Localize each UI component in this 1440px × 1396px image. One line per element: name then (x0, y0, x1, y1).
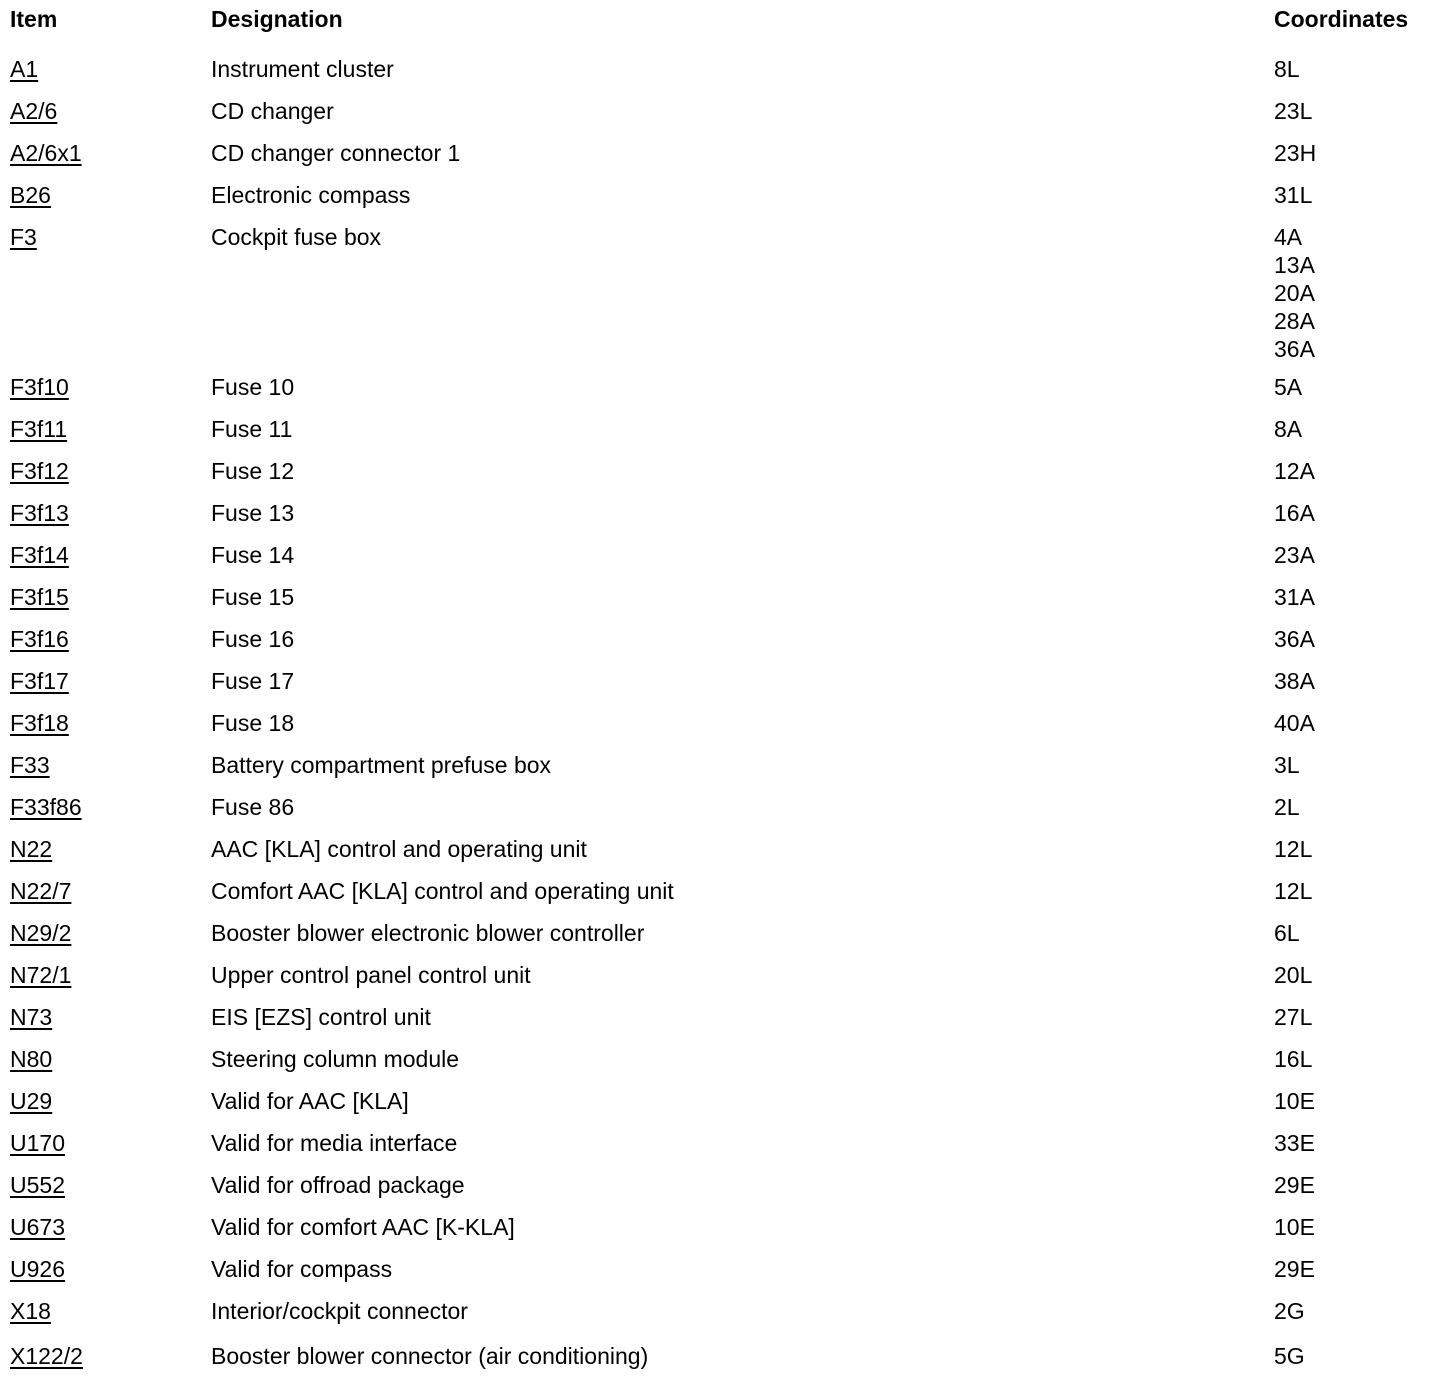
item-cell (0, 87, 211, 129)
designation-cell: Fuse 13 (211, 500, 295, 526)
designation-cell: Fuse 17 (211, 668, 295, 694)
coordinate-value: 2L (1274, 794, 1300, 820)
item-cell (0, 405, 211, 447)
table-row (0, 573, 1440, 615)
table-row (0, 951, 1440, 993)
coordinate-value: 40A (1274, 710, 1315, 736)
item-cell (0, 909, 211, 951)
item-cell (0, 171, 211, 213)
item-link[interactable]: A2/6 (10, 98, 58, 124)
coordinate-value: 23H (1274, 140, 1317, 166)
designation-cell: Cockpit fuse box (211, 224, 382, 250)
designation-cell: Comfort AAC [KLA] control and operating unit (211, 878, 674, 904)
designation-cell: Fuse 12 (211, 458, 295, 484)
coordinates-cell (1274, 87, 1440, 129)
table-header (0, 0, 1440, 45)
item-cell (0, 993, 211, 1035)
designation-cell: Valid for compass (211, 1256, 393, 1282)
table-row (0, 87, 1440, 129)
coordinates-cell (1274, 489, 1440, 531)
item-cell (0, 1329, 211, 1374)
coordinates-cell (1274, 1119, 1440, 1161)
coordinates-cell (1274, 1287, 1440, 1329)
column-header-item: Item (10, 6, 58, 32)
table-row (0, 447, 1440, 489)
item-link[interactable]: U552 (10, 1172, 65, 1198)
designation-cell: Interior/cockpit connector (211, 1298, 468, 1324)
coordinate-value: 20A (1274, 280, 1315, 306)
coordinate-value: 31L (1274, 182, 1313, 208)
item-link[interactable]: U170 (10, 1130, 65, 1156)
coordinates-cell (1274, 741, 1440, 783)
coordinates-cell (1274, 531, 1440, 573)
header-row (0, 0, 1440, 45)
designation-cell: Battery compartment prefuse box (211, 752, 552, 778)
item-link[interactable]: F3f12 (10, 458, 69, 484)
table-row (0, 489, 1440, 531)
table-row (0, 657, 1440, 699)
table-row (0, 1203, 1440, 1245)
item-cell (0, 45, 211, 87)
coordinate-value: 10E (1274, 1214, 1315, 1240)
item-link[interactable]: F3f17 (10, 668, 69, 694)
table-row (0, 363, 1440, 405)
table-row (0, 129, 1440, 171)
designation-cell: Valid for AAC [KLA] (211, 1088, 409, 1114)
coordinate-value: 36A (1274, 626, 1315, 652)
column-header-coordinates: Coordinates (1274, 6, 1409, 32)
table-row (0, 909, 1440, 951)
coordinate-value: 10E (1274, 1088, 1315, 1114)
table-row (0, 171, 1440, 213)
item-link[interactable]: N72/1 (10, 962, 72, 988)
coordinate-value: 23A (1274, 542, 1315, 568)
item-cell (0, 129, 211, 171)
coordinates-cell (1274, 615, 1440, 657)
item-link[interactable]: F3f14 (10, 542, 69, 568)
designation-cell: CD changer connector 1 (211, 140, 461, 166)
coordinate-value: 20L (1274, 962, 1313, 988)
coordinate-value: 13A (1274, 252, 1315, 278)
designation-cell: Upper control panel control unit (211, 962, 531, 988)
designation-cell: Valid for comfort AAC [K-KLA] (211, 1214, 515, 1240)
designation-cell: CD changer (211, 98, 334, 124)
designation-cell: Fuse 14 (211, 542, 295, 568)
item-link[interactable]: F3 (10, 224, 37, 250)
table-row (0, 783, 1440, 825)
item-cell (0, 615, 211, 657)
item-link[interactable]: A2/6x1 (10, 140, 82, 166)
coordinate-value: 4A (1274, 224, 1303, 250)
coordinate-value: 2G (1274, 1298, 1305, 1324)
coordinates-cell (1274, 657, 1440, 699)
designation-cell: Fuse 16 (211, 626, 295, 652)
coordinates-cell (1274, 1329, 1440, 1374)
designation-cell: Electronic compass (211, 182, 411, 208)
item-cell (0, 825, 211, 867)
table-row (0, 1035, 1440, 1077)
coordinates-cell (1274, 129, 1440, 171)
item-cell (0, 699, 211, 741)
item-link[interactable]: F33 (10, 752, 50, 778)
coordinates-cell (1274, 783, 1440, 825)
item-cell (0, 447, 211, 489)
item-cell (0, 1287, 211, 1329)
coordinate-value: 16A (1274, 500, 1315, 526)
coordinates-cell (1274, 993, 1440, 1035)
table-row (0, 405, 1440, 447)
designation-cell: Fuse 10 (211, 374, 295, 400)
coordinate-value: 38A (1274, 668, 1315, 694)
item-link[interactable]: F3f11 (10, 416, 68, 442)
designation-cell: Booster blower electronic blower controller (211, 920, 645, 946)
coordinate-value: 5A (1274, 374, 1303, 400)
item-cell (0, 741, 211, 783)
table-row (0, 741, 1440, 783)
coordinate-value: 31A (1274, 584, 1315, 610)
designation-cell: Fuse 15 (211, 584, 295, 610)
item-link[interactable]: B26 (10, 182, 51, 208)
item-cell (0, 1161, 211, 1203)
coordinate-value: 28A (1274, 308, 1315, 334)
item-cell (0, 573, 211, 615)
coordinates-cell (1274, 1161, 1440, 1203)
table-row (0, 45, 1440, 87)
designation-cell: Booster blower connector (air conditioning) (211, 1343, 649, 1369)
item-link[interactable]: F3f15 (10, 584, 69, 610)
item-cell (0, 531, 211, 573)
item-cell (0, 783, 211, 825)
table-row (0, 825, 1440, 867)
coordinates-cell (1274, 45, 1440, 87)
item-link[interactable]: X122/2 (10, 1343, 83, 1369)
table-row (0, 867, 1440, 909)
item-link[interactable]: A1 (10, 56, 39, 82)
table-row (0, 993, 1440, 1035)
coordinate-value: 12L (1274, 836, 1313, 862)
item-cell (0, 1035, 211, 1077)
coordinates-cell (1274, 867, 1440, 909)
coordinate-value: 23L (1274, 98, 1313, 124)
coordinates-cell (1274, 573, 1440, 615)
item-link[interactable]: N73 (10, 1004, 53, 1030)
item-link[interactable]: F3f18 (10, 710, 69, 736)
coordinate-value: 12A (1274, 458, 1315, 484)
coordinate-value: 8A (1274, 416, 1303, 442)
coordinate-value: 33E (1274, 1130, 1315, 1156)
item-cell (0, 213, 211, 363)
item-cell (0, 489, 211, 531)
coordinates-cell (1274, 213, 1440, 363)
item-cell (0, 951, 211, 993)
coordinates-cell (1274, 1245, 1440, 1287)
table-row (0, 699, 1440, 741)
table-row (0, 531, 1440, 573)
column-header-designation: Designation (211, 6, 343, 32)
item-cell (0, 1119, 211, 1161)
item-link[interactable]: N29/2 (10, 920, 72, 946)
coordinates-cell (1274, 825, 1440, 867)
coordinate-value: 3L (1274, 752, 1300, 778)
item-cell (0, 1203, 211, 1245)
item-link[interactable]: N80 (10, 1046, 53, 1072)
coordinates-cell (1274, 447, 1440, 489)
coordinate-value: 29E (1274, 1256, 1315, 1282)
item-link[interactable]: F3f10 (10, 374, 69, 400)
designation-cell: Fuse 11 (211, 416, 293, 442)
item-link[interactable]: U673 (10, 1214, 65, 1240)
designation-cell: Fuse 86 (211, 794, 295, 820)
coordinate-value: 29E (1274, 1172, 1315, 1198)
designation-cell: Fuse 18 (211, 710, 295, 736)
item-link[interactable]: U29 (10, 1088, 53, 1114)
item-link[interactable]: U926 (10, 1256, 65, 1282)
item-link[interactable]: F3f13 (10, 500, 69, 526)
item-cell (0, 867, 211, 909)
item-link[interactable]: N22 (10, 836, 53, 862)
coordinate-value: 16L (1274, 1046, 1313, 1072)
designation-cell: Valid for media interface (211, 1130, 458, 1156)
item-cell (0, 363, 211, 405)
coordinates-cell (1274, 1077, 1440, 1119)
table-row (0, 1329, 1440, 1374)
item-cell (0, 1245, 211, 1287)
coordinates-cell (1274, 171, 1440, 213)
table-row (0, 1287, 1440, 1329)
coordinate-value: 12L (1274, 878, 1313, 904)
table-body (0, 45, 1440, 1374)
coordinate-value: 8L (1274, 56, 1300, 82)
table-row (0, 1077, 1440, 1119)
coordinate-value: 5G (1274, 1343, 1305, 1369)
table-row (0, 1161, 1440, 1203)
item-link[interactable]: X18 (10, 1298, 51, 1324)
table-row (0, 615, 1440, 657)
table-row (0, 1245, 1440, 1287)
item-link[interactable]: N22/7 (10, 878, 72, 904)
item-cell (0, 1077, 211, 1119)
coordinates-cell (1274, 1203, 1440, 1245)
item-link[interactable]: F33f86 (10, 794, 82, 820)
coordinates-cell (1274, 951, 1440, 993)
designation-cell: Instrument cluster (211, 56, 394, 82)
coordinates-cell (1274, 1035, 1440, 1077)
coordinate-value: 6L (1274, 920, 1300, 946)
designation-cell: Steering column module (211, 1046, 460, 1072)
coordinate-value: 27L (1274, 1004, 1313, 1030)
table-row (0, 1119, 1440, 1161)
coordinates-cell (1274, 699, 1440, 741)
item-cell (0, 657, 211, 699)
designation-cell: AAC [KLA] control and operating unit (211, 836, 587, 862)
coordinates-cell (1274, 405, 1440, 447)
table-row (0, 213, 1440, 363)
item-link[interactable]: F3f16 (10, 626, 69, 652)
designation-cell: Valid for offroad package (211, 1172, 465, 1198)
coordinate-value: 36A (1274, 336, 1315, 362)
coordinates-cell (1274, 363, 1440, 405)
coordinates-cell (1274, 909, 1440, 951)
designation-cell: EIS [EZS] control unit (211, 1004, 431, 1030)
